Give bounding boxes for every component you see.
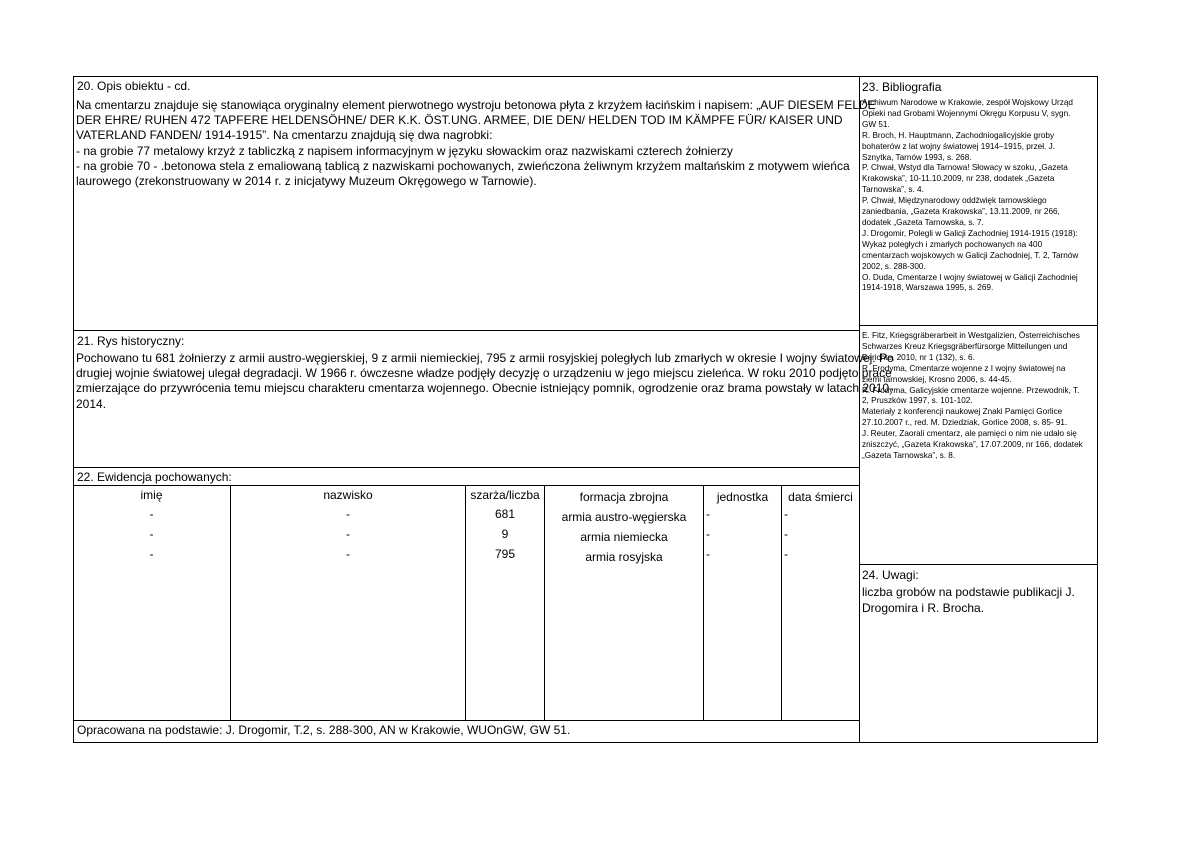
bibliography-line: cmentarzach wojskowych w Galicji Zachodniej, T. 2, Tarnów — [862, 250, 1079, 260]
bibliography-line: Berichte, 2010, nr 1 (132), s. 6. — [862, 352, 975, 362]
text-line: - na grobie 77 metalowy krzyż z tabliczką z napisem informacyjnym w języku słowackim oraz nazwiskami czterech żołnierzy — [76, 143, 733, 158]
section-21-title: 21. Rys historyczny: — [77, 334, 185, 348]
divider-footer — [73, 720, 860, 721]
section-22-footer: Opracowana na podstawie: J. Drogomir, T.2, s. 288-300, AN w Krakowie, WUOnGW, GW 51. — [77, 723, 571, 737]
table-cell: - — [149, 547, 154, 561]
section-21-body — [76, 351, 894, 412]
table-cell: - — [346, 547, 350, 561]
bibliography-line: Opieki nad Grobami Wojennymi Okręgu Korpusu V, sygn. — [862, 108, 1071, 118]
bibliography-line: P. Chwał, Wstyd dla Tarnowa! Słowacy w szoku, „Gazeta — [862, 163, 1068, 173]
divider-bib-split — [859, 325, 1098, 326]
bibliography-list-bottom — [862, 331, 1097, 462]
table-cell: armia austro-węgierska — [561, 510, 687, 524]
bibliography-line: J. Reuter, Zaorali cmentarz, ale pamięci o nim nie udało się — [862, 429, 1077, 439]
table-cell: - — [346, 507, 350, 521]
text-line: Drogomira i R. Brocha. — [862, 601, 985, 615]
section-24-title: 24. Uwagi: — [862, 568, 919, 582]
bibliography-line: ziemi tarnowskiej, Krosno 2006, s. 44-45. — [862, 374, 1012, 384]
bibliography-line: R. Frodyma, Cmentarze wojenne z I wojny światowej na — [862, 363, 1066, 373]
table-cell: - — [706, 547, 710, 561]
text-line: VATERLAND FANDEN/ 1914-1915”. Na cmentarzu znajdują się dwa nagrobki: — [76, 128, 493, 143]
bibliography-line: 27.10.2007 r., red. M. Dziedziak, Gorlice 2008, s. 85- 91. — [862, 418, 1068, 428]
bibliography-line: O. Duda, Cmentarze I wojny światowej w Galicji Zachodniej — [862, 272, 1078, 282]
col-header-szarza: szarża/liczba — [470, 488, 540, 502]
table-cell: - — [149, 527, 154, 541]
section-23-title: 23. Bibliografia — [862, 80, 942, 94]
bibliography-line: P. Chwał, Międzynarodowy oddźwięk tarnowskiego — [862, 196, 1047, 206]
col-line — [230, 486, 231, 720]
table-cell: 681 — [494, 507, 516, 521]
bibliography-line: 2, Pruszków 1997, s. 101-102. — [862, 396, 973, 406]
text-line: zmierzające do przywrócenia temu miejscu charakteru cmentarza wojennego. Obecnie istniejący pomnik, ogrodzenie oraz brama powstały w latach 2010- — [76, 381, 894, 396]
text-line: Pochowano tu 681 żołnierzy z armii austro-węgierskiej, 9 z armii niemieckiej, 795 z armii rosyjskiej poległych lub zmarłych w okresie I wojny światowej. Po — [76, 351, 894, 365]
bibliography-line: R. Frodyma, Galicyjskie cmentarze wojenne. Przewodnik, T. — [862, 385, 1080, 395]
col-header-jednostka: jednostka — [716, 490, 769, 504]
divider-21 — [73, 330, 860, 331]
text-line: - na grobie 70 - .betonowa stela z emaliowaną tablicą z nazwiskami pochowanych, zwieńczona żeliwnym krzyżem maltańskim z motywem wieńca — [76, 158, 850, 173]
divider-table-head — [73, 485, 860, 486]
bibliography-line: 1914-1918, Warszawa 1995, s. 269. — [862, 283, 994, 293]
bibliography-line: Krakowska”, 10-11.10.2009, nr 238, dodatek „Gazeta — [862, 174, 1055, 184]
bibliography-line: zaniedbania, „Gazeta Krakowska”, 13.11.2009, nr 266, — [862, 207, 1060, 217]
divider-24 — [859, 564, 1098, 565]
col-header-formacja: formacja zbrojna — [579, 490, 669, 504]
table-cell: - — [706, 527, 710, 541]
text-line: DER EHRE/ RUHEN 472 TAPFERE HELDENSÖHNE/ DER K.K. ÖST.UNG. ARMEE, DIE DEN/ HELDEN TOD IM KÄMPFE FÜR/ KAISER UND — [76, 113, 843, 128]
table-cell: armia niemiecka — [580, 530, 668, 544]
bibliography-list-top — [862, 98, 1097, 294]
table-cell: - — [784, 507, 788, 521]
col-header-data: data śmierci — [788, 490, 853, 504]
bibliography-line: E. Fitz, Kriegsgräberarbeit in Westgalizien, Österreichisches — [862, 331, 1080, 340]
text-line: laurowego (zrekonstruowany w 2014 r. z inicjatywy Muzeum Okręgowego w Tarnowie). — [76, 174, 537, 189]
bibliography-line: Tarnowska”, s. 4. — [862, 185, 924, 195]
bibliography-line: zniszczyć, „Gazeta Krakowska”, 17.07.2009, nr 166, dodatek — [862, 440, 1083, 450]
bibliography-line: „Gazeta Tarnowska”, s. 8. — [862, 450, 956, 460]
bibliography-line: Materiały z konferencji naukowej Znaki Pamięci Gorlice — [862, 407, 1063, 417]
text-line: 2014. — [76, 396, 107, 411]
col-line — [781, 486, 782, 720]
table-cell: - — [784, 527, 788, 541]
bibliography-line: bohaterów z lat wojny światowej 1914–1915, przeł. J. — [862, 141, 1055, 151]
bibliography-line: 2002, s. 288-300. — [862, 261, 926, 271]
bibliography-line: Sznytka, Tarnów 1993, s. 268. — [862, 152, 972, 162]
bibliography-line: R. Broch, H. Hauptmann, Zachodniogalicyjskie groby — [862, 130, 1055, 140]
col-header-nazwisko: nazwisko — [323, 488, 373, 502]
table-cell: - — [706, 507, 710, 521]
bibliography-line: Archiwum Narodowe w Krakowie, zespół Wojskowy Urząd — [862, 98, 1073, 107]
col-line — [465, 486, 466, 720]
table-cell: 795 — [494, 547, 516, 561]
section-24-body — [862, 584, 1094, 616]
column-divider — [859, 76, 860, 743]
col-header-imie: imię — [140, 488, 163, 502]
bibliography-line: GW 51. — [862, 119, 890, 129]
bibliography-line: J. Drogomir, Polegli w Galicji Zachodniej 1914-1915 (1918): — [862, 228, 1078, 238]
bibliography-line: Wykaz poległych i zmarłych pochowanych na 400 — [862, 239, 1043, 249]
bibliography-line: Schwarzes Kreuz Kriegsgräberfürsorge Mitteilungen und — [862, 341, 1068, 351]
text-line: drugiej wojnie światowej ulegał degradacji. W 1966 r. ówczesne władze podjęły decyzję o urządzeniu w jego miejscu zieleńca. W roku 2010 podjęto prace — [76, 366, 892, 381]
col-line — [703, 486, 704, 720]
text-line: liczba grobów na podstawie publikacji J. — [862, 585, 1075, 599]
section-20-title: 20. Opis obiektu - cd. — [77, 79, 191, 93]
divider-22 — [73, 467, 860, 468]
bibliography-line: dodatek „Gazeta Tarnowska, s. 7. — [862, 217, 984, 227]
table-cell: - — [784, 547, 788, 561]
table-cell: - — [346, 527, 350, 541]
table-cell: 9 — [501, 527, 509, 541]
table-cell: - — [149, 507, 154, 521]
table-cell: armia rosyjska — [585, 550, 663, 564]
section-22-title: 22. Ewidencja pochowanych: — [77, 470, 232, 484]
text-line: Na cmentarzu znajduje się stanowiąca oryginalny element pierwotnego wystroju betonowa płyta z krzyżem łacińskim i napisem: „AUF DIESEM FELDE — [76, 98, 876, 112]
